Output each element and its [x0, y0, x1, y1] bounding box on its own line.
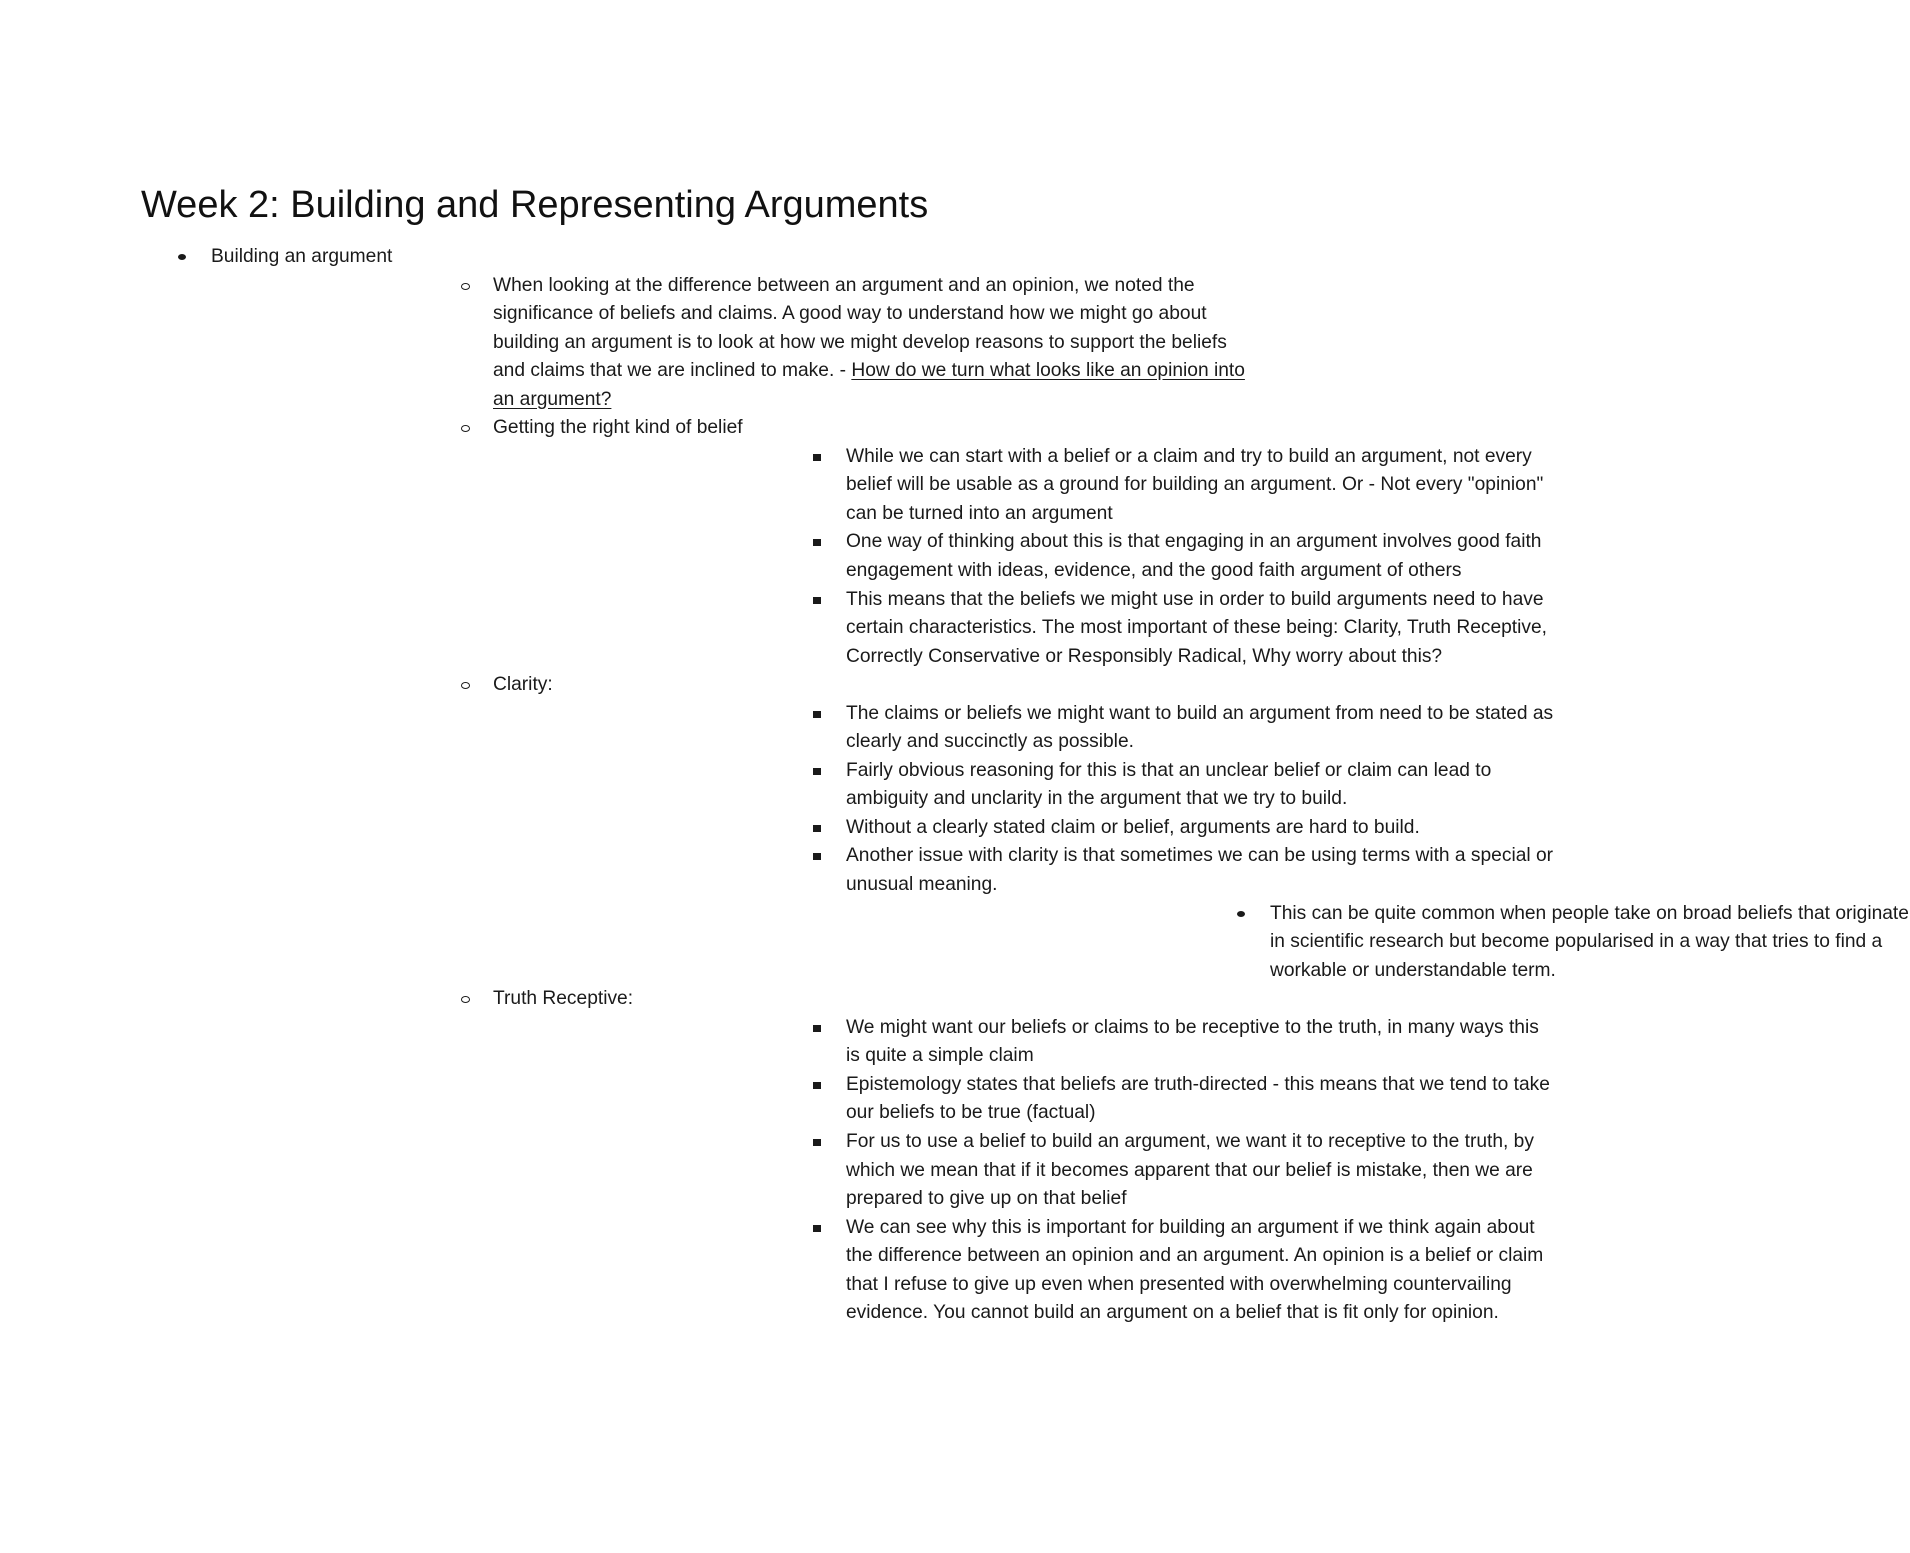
bullet-square-icon: [807, 842, 827, 870]
list-item: [211, 985, 1550, 1328]
bullet-circle-icon: [455, 671, 475, 699]
list-item: [846, 900, 1909, 986]
bullet-square-icon: [807, 814, 827, 842]
document-title: Week 2: Building and Representing Arguments: [141, 184, 929, 226]
list-item-text: The claims or beliefs we might want to build an argument from need to be stated as clearly and succinctly as possible.: [846, 702, 1554, 753]
list-item: [493, 1214, 1544, 1328]
outline-list: [0, 243, 1909, 1328]
sub-sub-list: [493, 443, 1547, 671]
list-item-text: We might want our beliefs or claims to be receptive to the truth, in many ways this is quite a simple claim: [846, 1016, 1539, 1067]
list-item: [493, 1014, 1539, 1071]
list-item-text: This means that the beliefs we might use in order to build arguments need to have certain characteristics. The most important of these being: Clarity, Truth Receptive, Correctly Conservative or Responsibly Radical, Why worry about this?: [846, 588, 1547, 667]
list-item-text: Fairly obvious reasoning for this is that an unclear belief or claim can lead to ambiguity and unclarity in the argument that we try to build.: [846, 759, 1492, 810]
list-item: [493, 757, 1492, 814]
list-item: [493, 1128, 1534, 1214]
subsection-heading: Clarity:: [493, 674, 553, 696]
list-item-text: [493, 272, 1258, 415]
subsection-heading: Truth Receptive:: [493, 988, 634, 1010]
bullet-disc-icon: [1231, 900, 1251, 928]
list-item: [0, 243, 1909, 1328]
list-item-text: Without a clearly stated claim or belief, arguments are hard to build.: [846, 816, 1420, 838]
list-item: [211, 671, 1909, 985]
underlined-question: How do we turn what looks like an opinion into an argument?: [493, 360, 1245, 410]
bullet-square-icon: [807, 586, 827, 614]
document-body: [0, 243, 1909, 1328]
bullet-square-icon: [807, 1214, 827, 1242]
bullet-disc-icon: [172, 243, 192, 271]
list-item-text: For us to use a belief to build an argument, we want it to receptive to the truth, by which we mean that if it becomes apparent that our belief is mistake, then we are prepared to give up on that belief: [846, 1130, 1534, 1210]
list-item: [493, 528, 1542, 585]
list-item-text: Another issue with clarity is that sometimes we can be using terms with a special or unusual meaning.: [846, 845, 1554, 896]
list-item-text: One way of thinking about this is that engaging in an argument involves good faith engagement with ideas, evidence, and the good faith argument of others: [846, 531, 1542, 582]
list-item: [493, 1071, 1550, 1128]
bullet-circle-icon: [455, 985, 475, 1013]
bullet-square-icon: [807, 700, 827, 728]
bullet-square-icon: [807, 1128, 827, 1156]
section-heading: Building an argument: [211, 246, 393, 267]
list-item-text: Epistemology states that beliefs are truth-directed - this means that we tend to take our beliefs to be true (factual): [846, 1073, 1550, 1124]
bullet-square-icon: [807, 757, 827, 785]
paragraph-text: When looking at the difference between an argument and an opinion, we noted the significance of beliefs and claims. A good way to understand how we might go about building an argument is to look at how we might develop reasons to support the beliefs and claims that we are inclined to make. -: [493, 274, 1227, 382]
list-item: [211, 414, 1547, 671]
list-item-text: We can see why this is important for building an argument if we think again about the difference between an opinion and an argument. An opinion is a belief or claim that I refuse to give up even when presented with overwhelming countervailing evidence. You cannot build an argument on a belief that is fit only for opinion.: [846, 1216, 1544, 1324]
bullet-square-icon: [807, 1071, 827, 1099]
bullet-square-icon: [807, 528, 827, 556]
nested-list: [846, 900, 1909, 986]
subsection-heading: Getting the right kind of belief: [493, 417, 743, 439]
list-item-text: While we can start with a belief or a claim and try to build an argument, not every belief will be usable as a ground for building an argument. Or - Not every "opinion" can be turned into an argument: [846, 445, 1544, 524]
list-item: [493, 814, 1420, 843]
sub-sub-list: [493, 1014, 1550, 1328]
list-item: [493, 842, 1909, 985]
sub-list: [211, 272, 1909, 1328]
bullet-square-icon: [807, 1014, 827, 1042]
bullet-square-icon: [807, 443, 827, 471]
list-item: [211, 272, 1245, 415]
sub-sub-list: [493, 700, 1909, 985]
bullet-circle-icon: [455, 414, 475, 442]
list-item-text: This can be quite common when people take on broad beliefs that originate in scientific research but become popularised in a way that tries to find a workable or understandable term.: [1270, 902, 1909, 981]
list-item: [493, 586, 1547, 672]
list-item: [493, 700, 1554, 757]
bullet-circle-icon: [455, 272, 475, 300]
list-item: [493, 443, 1544, 529]
